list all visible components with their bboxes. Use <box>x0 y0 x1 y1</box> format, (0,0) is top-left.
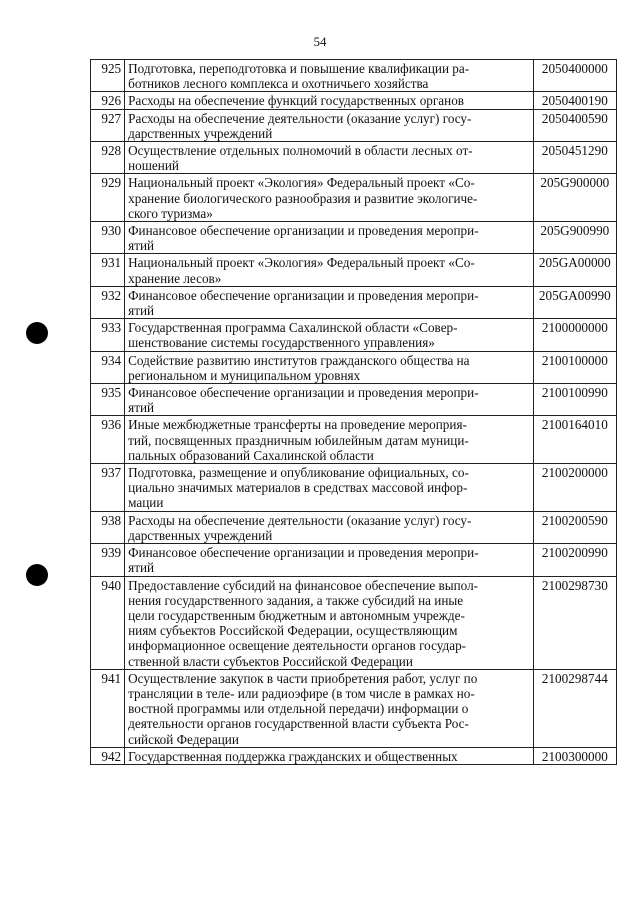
row-name <box>125 747 534 764</box>
row-name-line: пальных образований Сахалинской области <box>128 447 374 463</box>
row-name-line: Предоставление субсидий на финансовое обеспечение выпол- <box>128 577 479 593</box>
row-name-line: дарственных учреждений <box>128 527 273 543</box>
row-code: 2100000000 <box>533 319 616 351</box>
row-name-line: ниям субъектов Российской Федерации, осуществляющим <box>128 623 458 639</box>
table-row <box>91 669 617 747</box>
row-number: 935 <box>91 384 125 416</box>
row-name-line: цели государственным бюджетным и автономным учрежде- <box>128 607 465 623</box>
table-row <box>91 60 617 92</box>
row-name <box>125 669 534 747</box>
row-name <box>125 92 534 109</box>
table-row <box>91 286 617 318</box>
row-name-line: нения государственного задания, а также субсидий на иные <box>128 592 464 608</box>
row-code: 2050400190 <box>533 92 616 109</box>
row-number: 941 <box>91 669 125 747</box>
row-code: 2050400000 <box>533 60 616 92</box>
row-name <box>125 142 534 174</box>
row-name-line: Подготовка, переподготовка и повышение квалификации ра- <box>128 61 470 76</box>
row-code: 2050451290 <box>533 142 616 174</box>
row-name-line: Финансовое обеспечение организации и проведения меропри- <box>128 545 479 561</box>
row-name-line: ятий <box>128 560 155 576</box>
row-name-line: востной программы или отдельной передачи) информации о <box>128 701 469 717</box>
row-code: 2100100000 <box>533 351 616 383</box>
row-name-line: Национальный проект «Экология» Федеральный проект «Со- <box>128 175 475 191</box>
row-code: 2100300000 <box>533 747 616 764</box>
row-name-line: ственной власти субъектов Российской Федерации <box>128 653 413 669</box>
row-name <box>125 60 534 92</box>
table-row <box>91 174 617 222</box>
row-code: 2100164010 <box>533 416 616 464</box>
row-name-line: тий, посвященных праздничным юбилейным датам муници- <box>128 432 469 448</box>
row-number: 925 <box>91 60 125 92</box>
row-code: 2100200990 <box>533 544 616 576</box>
row-name-line: ношений <box>128 158 179 174</box>
row-name-line: Осуществление закупок в части приобретения работ, услуг по <box>128 670 478 686</box>
row-name-line: ятий <box>128 238 155 254</box>
row-name-line: Государственная программа Сахалинской области «Совер- <box>128 320 458 336</box>
row-name-line: Национальный проект «Экология» Федеральный проект «Со- <box>128 255 475 271</box>
table-row <box>91 222 617 254</box>
row-name <box>125 222 534 254</box>
row-name <box>125 254 534 286</box>
row-name-line: Содействие развитию институтов гражданского общества на <box>128 352 470 368</box>
row-name <box>125 319 534 351</box>
row-name-line: Иные межбюджетные трансферты на проведение мероприя- <box>128 417 467 433</box>
row-name-line: информационное освещение деятельности органов государ- <box>128 638 467 654</box>
table-row <box>91 576 617 669</box>
row-name-line: хранение лесов» <box>128 270 222 286</box>
row-number: 933 <box>91 319 125 351</box>
table-row <box>91 142 617 174</box>
row-name <box>125 351 534 383</box>
row-number: 942 <box>91 747 125 764</box>
row-name-line: Государственная поддержка гражданских и общественных <box>128 748 458 764</box>
row-name-line: региональном и муниципальном уровнях <box>128 367 361 383</box>
row-name <box>125 511 534 543</box>
row-name-line: Финансовое обеспечение организации и проведения меропри- <box>128 287 479 303</box>
punch-hole-bottom <box>26 564 48 586</box>
row-code: 2100200000 <box>533 464 616 512</box>
row-name-line: Расходы на обеспечение деятельности (оказание услуг) госу- <box>128 512 472 528</box>
row-code: 2050400590 <box>533 109 616 141</box>
row-name <box>125 544 534 576</box>
table-row <box>91 464 617 512</box>
row-name-line: ботников лесного комплекса и охотничьего хозяйства <box>128 76 429 92</box>
row-name <box>125 286 534 318</box>
row-name-line: Осуществление отдельных полномочий в области лесных от- <box>128 143 473 159</box>
row-name-line: ятий <box>128 400 155 416</box>
row-code: 205GA00000 <box>533 254 616 286</box>
row-number: 926 <box>91 92 125 109</box>
row-name-line: мации <box>128 495 164 511</box>
table-row <box>91 747 617 764</box>
table-row <box>91 544 617 576</box>
row-number: 932 <box>91 286 125 318</box>
budget-codes-table <box>90 59 617 765</box>
row-code: 2100100990 <box>533 384 616 416</box>
row-name-line: Финансовое обеспечение организации и проведения меропри- <box>128 385 479 401</box>
row-name-line: шенствование системы государственного управления» <box>128 335 435 351</box>
row-name <box>125 109 534 141</box>
row-number: 939 <box>91 544 125 576</box>
row-name-line: хранение биологического разнообразия и развитие экологиче- <box>128 190 478 206</box>
punch-hole-top <box>26 322 48 344</box>
page-number: 54 <box>313 34 327 49</box>
row-name <box>125 576 534 669</box>
row-name-line: Подготовка, размещение и опубликование официальных, со- <box>128 465 469 481</box>
row-name-line: циально значимых материалов в средствах массовой инфор- <box>128 480 468 496</box>
row-name <box>125 384 534 416</box>
table-body <box>91 60 617 765</box>
table-row <box>91 109 617 141</box>
row-name-line: Финансовое обеспечение организации и проведения меропри- <box>128 223 479 239</box>
row-number: 928 <box>91 142 125 174</box>
table-row <box>91 511 617 543</box>
row-code: 205GA00990 <box>533 286 616 318</box>
row-name <box>125 416 534 464</box>
row-number: 927 <box>91 109 125 141</box>
row-name-line: дарственных учреждений <box>128 125 273 141</box>
row-code: 2100298744 <box>533 669 616 747</box>
row-number: 931 <box>91 254 125 286</box>
table-row <box>91 254 617 286</box>
row-name-line: трансляции в теле- или радиоэфире (в том числе в рамках но- <box>128 685 475 701</box>
row-name-line: ского туризма» <box>128 205 213 221</box>
row-name-line: сийской Федерации <box>128 731 239 747</box>
table-row <box>91 319 617 351</box>
table-row <box>91 384 617 416</box>
row-code: 2100298730 <box>533 576 616 669</box>
row-number: 929 <box>91 174 125 222</box>
row-number: 936 <box>91 416 125 464</box>
row-code: 205G900990 <box>533 222 616 254</box>
row-number: 940 <box>91 576 125 669</box>
row-number: 937 <box>91 464 125 512</box>
row-name-line: Расходы на обеспечение функций государственных органов <box>128 93 465 109</box>
table-row <box>91 92 617 109</box>
row-name-line: Расходы на обеспечение деятельности (оказание услуг) госу- <box>128 110 472 126</box>
row-number: 930 <box>91 222 125 254</box>
row-code: 205G900000 <box>533 174 616 222</box>
row-name <box>125 464 534 512</box>
row-name-line: деятельности органов государственной власти субъекта Рос- <box>128 716 469 732</box>
row-name <box>125 174 534 222</box>
row-code: 2100200590 <box>533 511 616 543</box>
row-number: 934 <box>91 351 125 383</box>
row-number: 938 <box>91 511 125 543</box>
row-name-line: ятий <box>128 303 155 319</box>
table-row <box>91 416 617 464</box>
table-row <box>91 351 617 383</box>
